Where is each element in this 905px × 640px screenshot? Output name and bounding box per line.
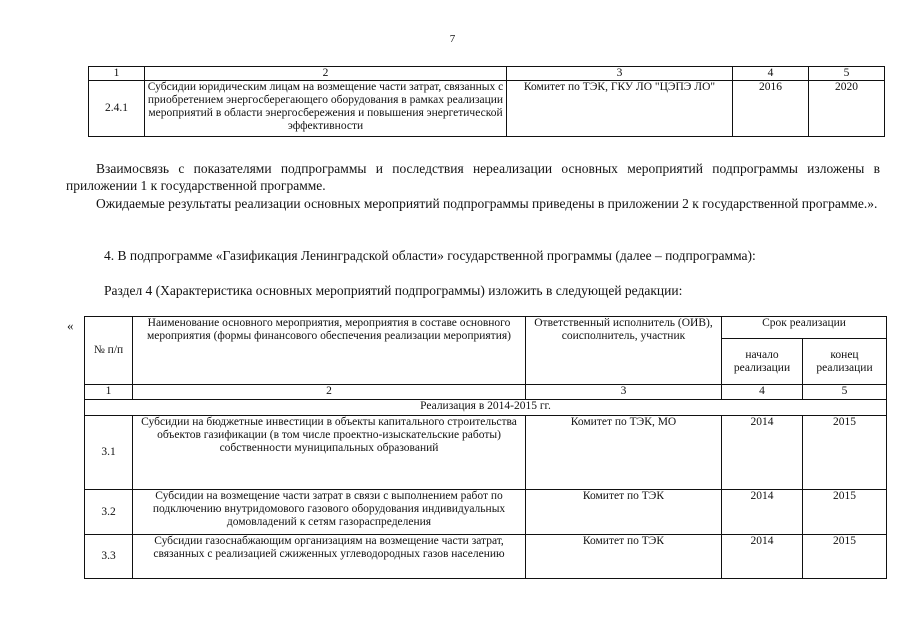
paragraph-expected-results: Ожидаемые результаты реализации основных мероприятий подпрограммы приведены в приложении 2 к государственной программе.».: [96, 196, 878, 211]
measure-name: Субсидии на бюджетные инвестиции в объекты капитального строительства объектов газификации (в том числе проектно-изыскательские работы) собственности муниципальных образований: [133, 416, 526, 490]
measure-name: Субсидии газоснабжающим организациям на возмещение части затрат, связанных с реализацией сжиженных углеводородных газов населению: [133, 535, 526, 579]
opening-quote: «: [67, 318, 74, 333]
header-executor: Ответственный исполнитель (ОИВ), соисполнитель, участник: [526, 317, 722, 385]
paragraph-relationship: Взаимосвязь с показателями подпрограммы и последствия нереализации основных мероприятий подпрограммы изложены в приложении 1 к государственной программе.: [66, 161, 880, 193]
executor: Комитет по ТЭК: [526, 490, 722, 535]
end-year: 2020: [809, 81, 885, 137]
start-year: 2014: [722, 416, 803, 490]
end-year: 2015: [803, 490, 887, 535]
table-index-row: [89, 67, 885, 81]
executor: Комитет по ТЭК: [526, 535, 722, 579]
table-row: [85, 416, 887, 490]
table-cell: 3: [526, 385, 722, 400]
measures-table: [84, 316, 887, 579]
table-cell: 1: [89, 67, 145, 81]
paragraph-amendment: 4. В подпрограмме «Газификация Ленинградской области» государственной программы (далее – подпрограмма):: [104, 248, 756, 263]
header-start: начало реализации: [722, 339, 803, 385]
continuation-table: [88, 66, 885, 137]
table-cell: 2: [133, 385, 526, 400]
table-cell: 1: [85, 385, 133, 400]
end-year: 2015: [803, 416, 887, 490]
table-index-row: [85, 385, 887, 400]
table-row: [85, 490, 887, 535]
table-cell: 4: [722, 385, 803, 400]
page-number: 7: [449, 33, 456, 45]
paragraph-section-4: Раздел 4 (Характеристика основных мероприятий подпрограммы) изложить в следующей редакции:: [104, 283, 683, 298]
row-number: 2.4.1: [89, 81, 145, 137]
row-number: 3.3: [85, 535, 133, 579]
section-title: Реализация в 2014-2015 гг.: [85, 400, 887, 416]
table-cell: 2: [145, 67, 507, 81]
measure-name: Субсидии на возмещение части затрат в связи с выполнением работ по подключению внутридомового газового оборудования индивидуальных домовладений к сетям газораспределения: [133, 490, 526, 535]
table-cell: 5: [809, 67, 885, 81]
table-cell: 4: [733, 67, 809, 81]
executor: Комитет по ТЭК, ГКУ ЛО "ЦЭПЭ ЛО": [507, 81, 733, 137]
row-number: 3.1: [85, 416, 133, 490]
header-end: конец реализации: [803, 339, 887, 385]
table-row: [89, 81, 885, 137]
table-cell: 5: [803, 385, 887, 400]
header-name: Наименование основного мероприятия, мероприятия в составе основного мероприятия (формы финансового обеспечения реализации мероприятия): [133, 317, 526, 385]
row-number: 3.2: [85, 490, 133, 535]
start-year: 2014: [722, 535, 803, 579]
start-year: 2016: [733, 81, 809, 137]
header-num: № п/п: [85, 317, 133, 385]
table-row: [85, 535, 887, 579]
table-cell: 3: [507, 67, 733, 81]
table-header-row: [85, 317, 887, 339]
measure-name: Субсидии юридическим лицам на возмещение части затрат, связанных с приобретением энергосберегающего оборудования в рамках реализации мероприятий в области энергосбережения и повышения энергетической эффективности: [145, 81, 507, 137]
start-year: 2014: [722, 490, 803, 535]
header-term: Срок реализации: [722, 317, 887, 339]
end-year: 2015: [803, 535, 887, 579]
executor: Комитет по ТЭК, МО: [526, 416, 722, 490]
section-row: [85, 400, 887, 416]
